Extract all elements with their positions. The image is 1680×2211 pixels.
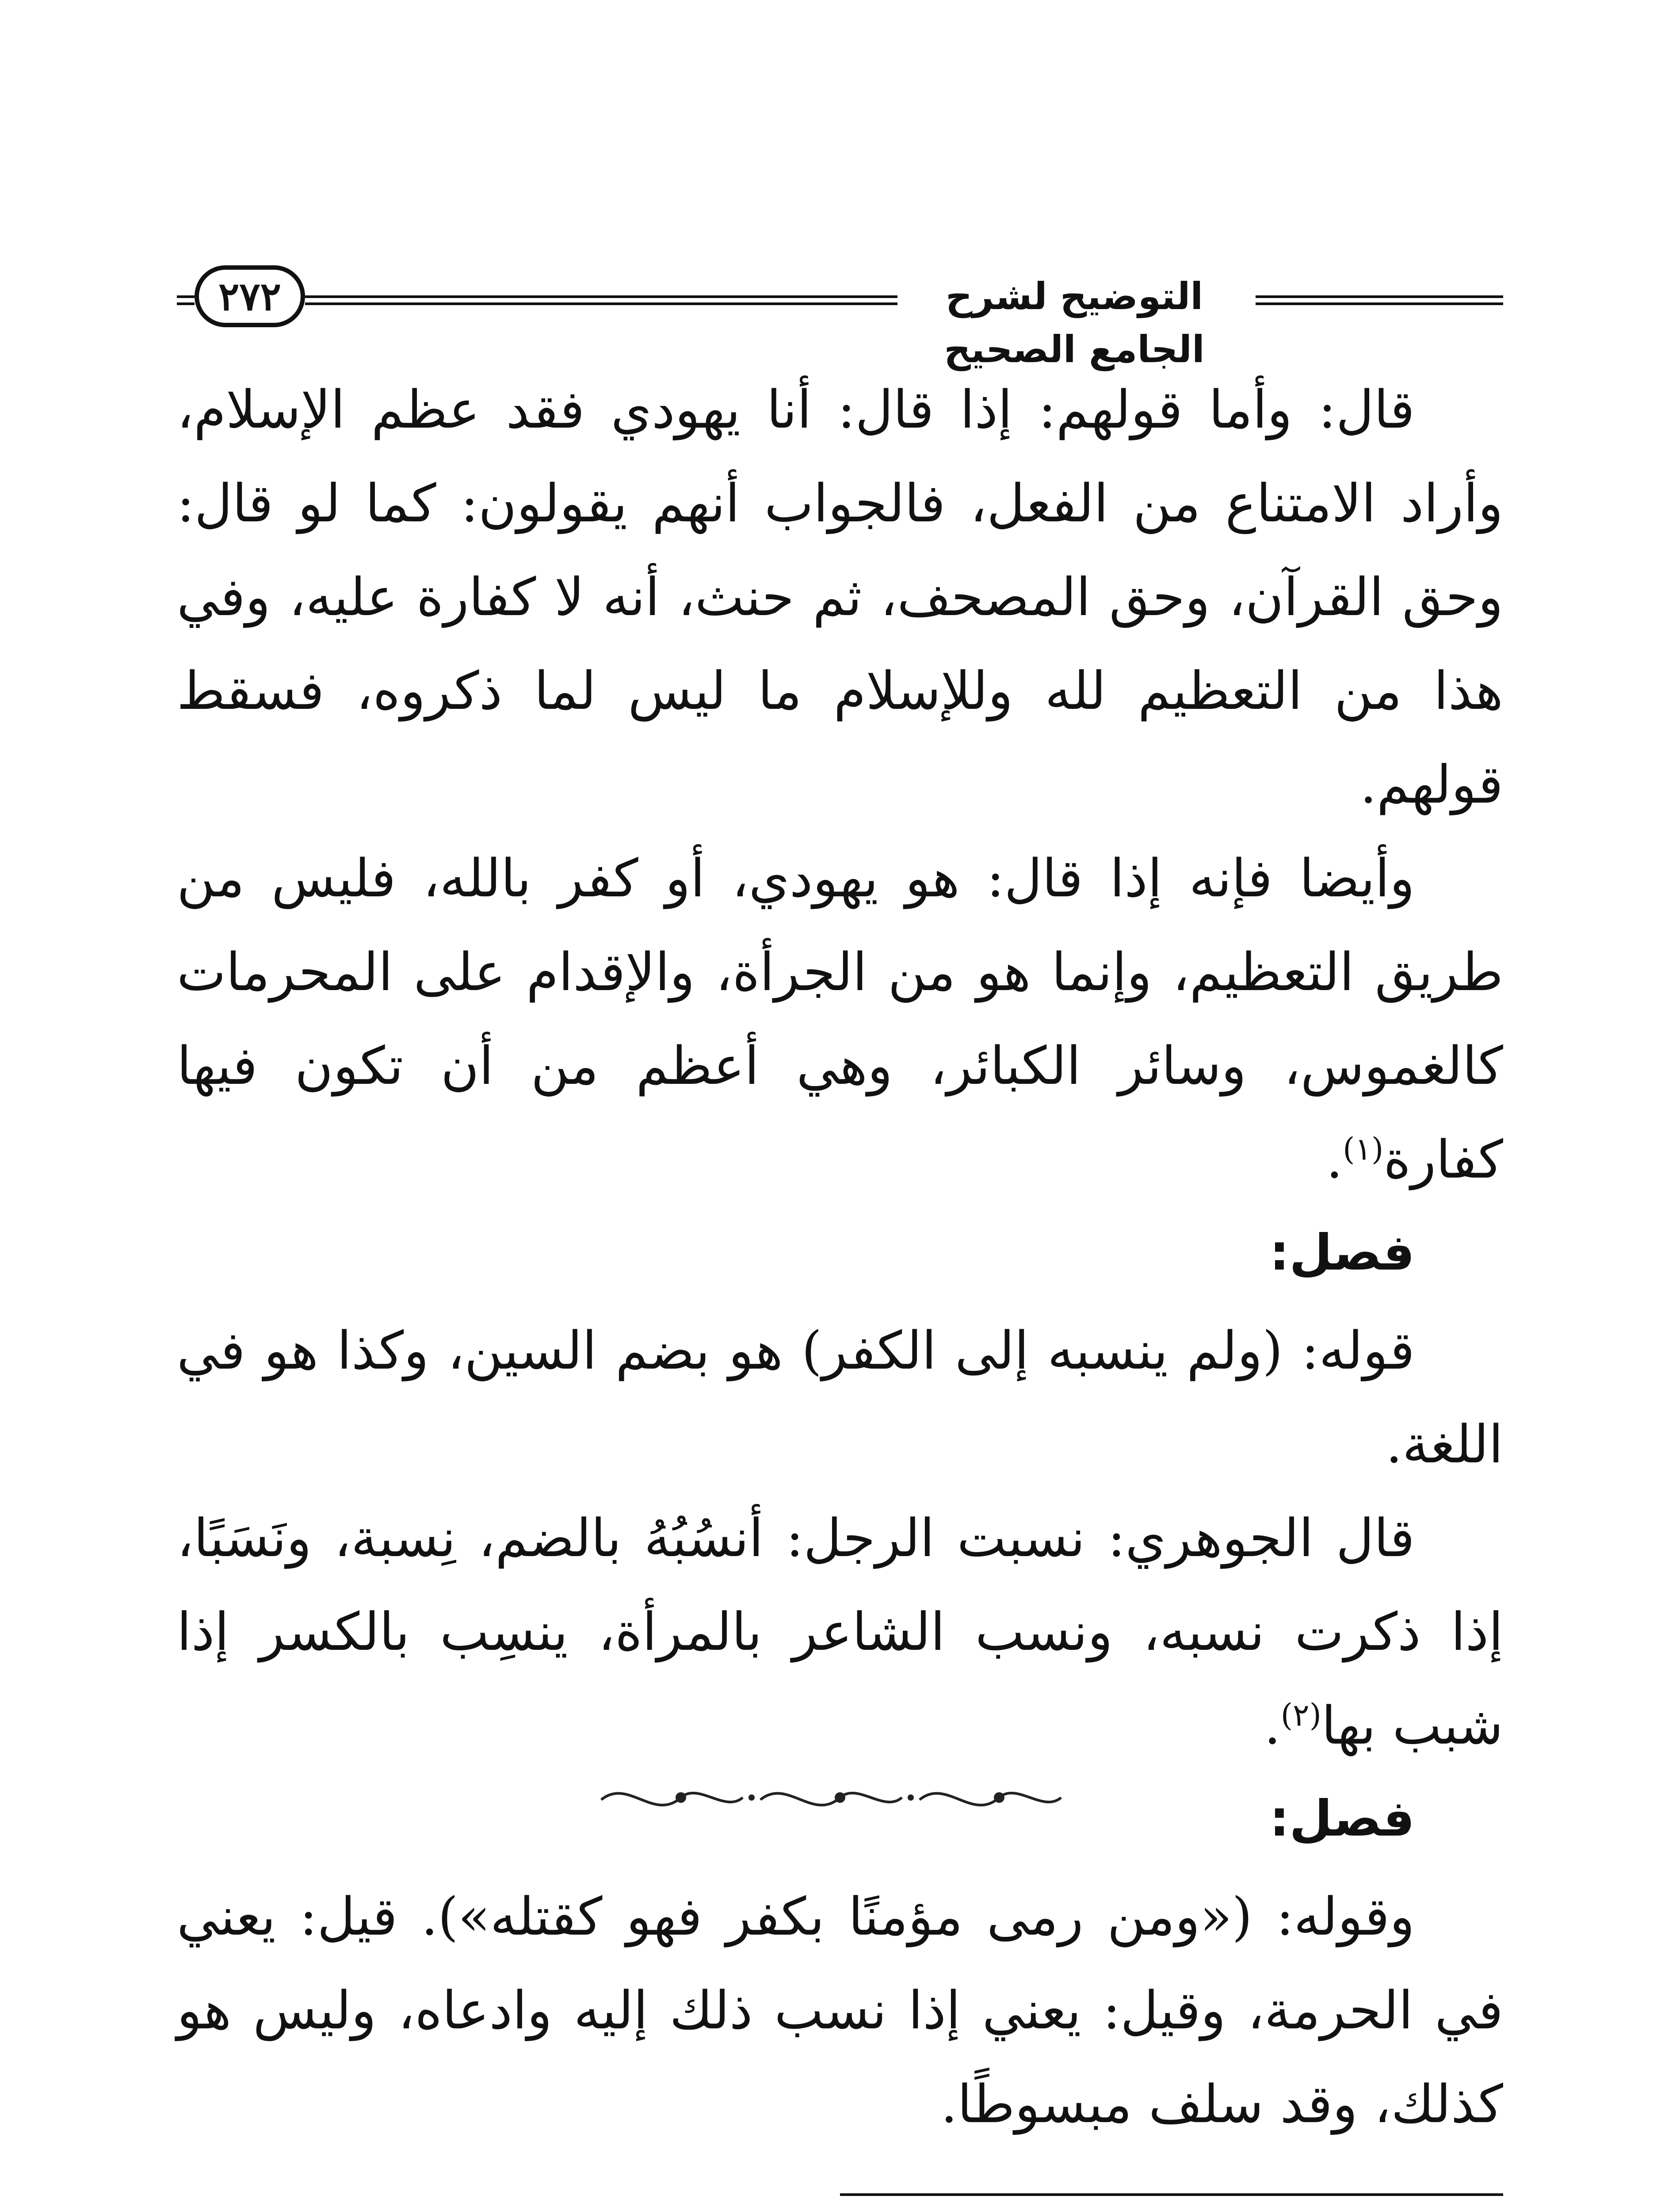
header-rule-tail (177, 295, 195, 298)
paragraph-4 (177, 1491, 1503, 1772)
footnote-ref-2[interactable]: (٢) (1280, 1697, 1321, 1733)
paragraph-2-text: وأيضا فإنه إذا قال: هو يهودي، أو كفر بالله، فليس من طريق التعظيم، وإنما هو من الجرأة، والإقدام على المحرمات كالغموس، وسائر الكبائر، وهي أعظم من أن تكون فيها كفارة (177, 848, 1503, 1190)
section-heading-2: فصل: (1269, 1790, 1415, 1848)
running-title: التوضيح لشرح الجامع الصحيح (944, 275, 1205, 371)
page-number: ٢٧٢ (195, 265, 305, 327)
paragraph-3: قوله: (ولم ينسبه إلى الكفر) هو بضم السين، وكذا هو في اللغة. (177, 1320, 1503, 1475)
paragraph-5: وقوله: («ومن رمى مؤمنًا بكفر فهو كقتله»). قيل: يعني في الحرمة، وقيل: يعني إذا نسب ذلك إليه وادعاه، وليس هو كذلك، وقد سلف مبسوطًا. (177, 1886, 1503, 2134)
paragraph-4-end: . (1264, 1695, 1281, 1756)
footnote-separator (840, 2193, 1503, 2196)
running-header (177, 261, 1503, 371)
paragraph-1: قال: وأما قولهم: إذا قال: أنا يهودي فقد عظم الإسلام، وأراد الامتناع من الفعل، فالجواب أنهم يقولون: كما لو قال: وحق القرآن، وحق المصحف، ثم حنث، أنه لا كفارة عليه، وفي هذا من التعظيم لله وللإسلام ما ليس لما ذكروه، فسقط قولهم. (177, 379, 1504, 815)
ornament-divider (592, 1773, 1070, 1822)
paragraph-2 (177, 831, 1503, 1206)
header-rule-right (1256, 295, 1503, 298)
footnote-ref-1[interactable]: (١) (1343, 1131, 1384, 1167)
paragraph-2-end: . (1326, 1129, 1343, 1190)
section-heading-1: فصل: (1269, 1224, 1415, 1281)
header-rule-left (305, 295, 897, 298)
main-text (177, 363, 1503, 2151)
paragraph-4-text: قال الجوهري: نسبت الرجل: أنسُبُهُ بالضم، نِسبة، ونَسَبًا، إذا ذكرت نسبه، ونسب الشاعر بالمرأة، ينسِب بالكسر إذا شبب بها (177, 1507, 1503, 1756)
